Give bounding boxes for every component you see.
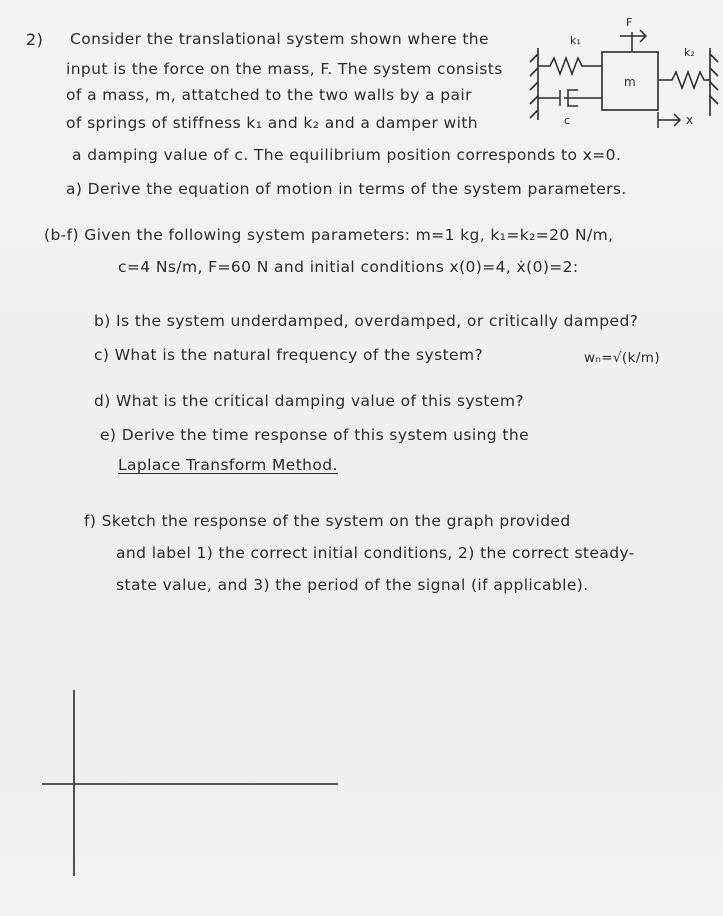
part-d: d) What is the critical damping value of this system? bbox=[94, 392, 524, 410]
part-e-line-1: e) Derive the time response of this system using the bbox=[100, 426, 530, 444]
statement-line-4: of springs of stiffness k₁ and k₂ and a damper with bbox=[66, 114, 479, 132]
force-arrow bbox=[620, 30, 646, 52]
part-f-line-2: and label 1) the correct initial conditions, 2) the correct steady- bbox=[116, 544, 635, 562]
label-k2: k₂ bbox=[684, 46, 695, 59]
spring-mass-damper-diagram bbox=[520, 8, 720, 138]
spring-k1 bbox=[538, 58, 602, 74]
label-mass: m bbox=[624, 75, 636, 89]
label-k1: k₁ bbox=[570, 34, 581, 47]
label-force: F bbox=[626, 16, 633, 29]
response-graph-axes bbox=[40, 688, 340, 878]
given-parameters-line-1: (b-f) Given the following system parameters: m=1 kg, k₁=k₂=20 N/m, bbox=[44, 226, 614, 244]
part-a: a) Derive the equation of motion in terms of the system parameters. bbox=[66, 180, 627, 198]
statement-line-2: input is the force on the mass, F. The system consists bbox=[66, 60, 503, 78]
part-f-line-1: f) Sketch the response of the system on the graph provided bbox=[84, 512, 571, 530]
problem-number: 2) bbox=[26, 30, 44, 49]
part-c: c) What is the natural frequency of the system? bbox=[94, 346, 484, 364]
right-wall bbox=[710, 48, 718, 116]
part-b: b) Is the system underdamped, overdamped, or critically damped? bbox=[94, 312, 639, 330]
label-damper: c bbox=[564, 114, 571, 127]
damper-c bbox=[538, 90, 602, 106]
label-x: x bbox=[686, 113, 694, 127]
given-parameters-line-2: c=4 Ns/m, F=60 N and initial conditions x(0)=4, ẋ(0)=2: bbox=[118, 258, 579, 276]
part-e-line-2: Laplace Transform Method. bbox=[118, 456, 338, 474]
part-c-formula: wₙ=√(k/m) bbox=[584, 350, 660, 366]
part-f-line-3: state value, and 3) the period of the signal (if applicable). bbox=[116, 576, 589, 594]
left-wall bbox=[530, 48, 538, 120]
spring-k2 bbox=[658, 72, 710, 88]
statement-line-1: Consider the translational system shown where the bbox=[70, 30, 489, 48]
statement-line-5: a damping value of c. The equilibrium position corresponds to x=0. bbox=[72, 146, 622, 164]
displacement-arrow bbox=[658, 112, 680, 128]
statement-line-3: of a mass, m, attatched to the two walls by a pair bbox=[66, 86, 472, 104]
